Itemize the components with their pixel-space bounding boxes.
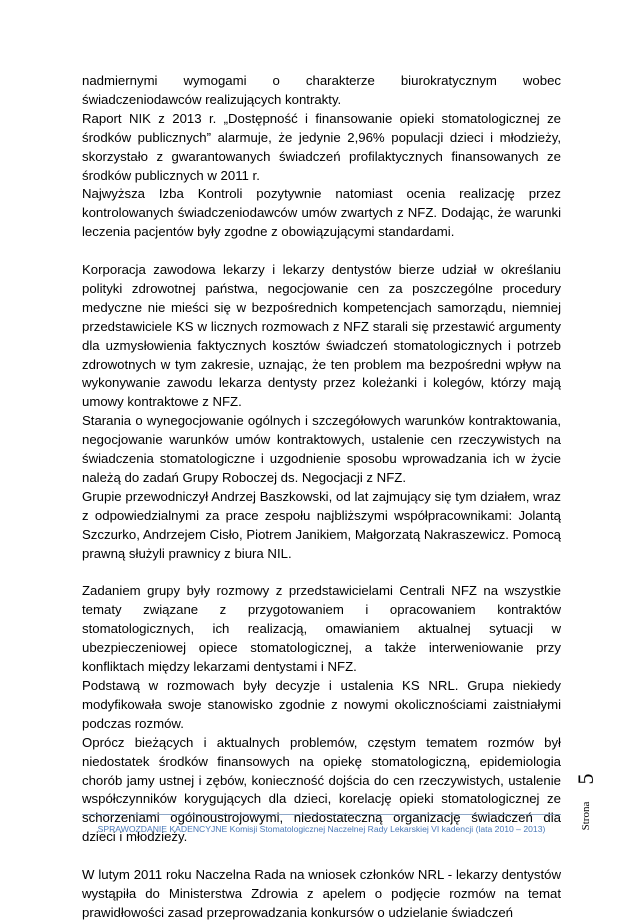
footer-divider [82,814,561,815]
page-number: 5 [573,773,598,785]
paragraph-nik-assessment: Najwyższa Izba Kontroli pozytywnie natomiast ocenia realizację przez kontrolowanych świadczeniodawców umów zwartych z NFZ. Dodając, że warunki leczenia pacjentów były zgodne z obowiązującymi standardami. [82,186,561,240]
page-number-marker [573,768,598,831]
paragraph-gap [82,242,561,261]
paragraph-gap [82,847,561,866]
paragraph-intro: nadmiernymi wymogami o charakterze biurokratycznym wobec świadczeniodawców realizujących kontrakty. [82,73,561,107]
paragraph-gap [82,564,561,583]
paragraph-negotiations: Starania o wynegocjowanie ogólnych i szczegółowych warunków kontraktowania, negocjowanie warunków umów kontraktowych, ustalenie cen rzeczywistych na świadczenia stomatologiczne i uzgodnienie sposobu wprowadzania ich w życie należą do zadań Grupy Roboczej ds. Negocjacji z NFZ. [82,413,561,486]
paragraph-corporation: Korporacja zawodowa lekarzy i lekarzy dentystów bierze udział w określaniu polityki zdrowotnej państwa, negocjowanie cen za poszczególne procedury medyczne nie mieści się w bezpośrednich kompetencjach samorządu, niemniej przedstawiciele KS w licznych rozmowach z NFZ starali się przestawić argumenty dla uzmysłowienia faktycznych kosztów świadczeń stomatologicznych i potrzeb zdrowotnych w tym zakresie, uznając, że ten problem ma bezpośredni wpływ na wykonywanie zawodu lekarza dentysty przez koleżanki i kolegów, którzy mają umowy kontraktowe z NFZ. [82,262,561,410]
paragraph-group-members: Grupie przewodniczył Andrzej Baszkowski, od lat zajmujący się tym działem, wraz z odpowiedzialnymi za prace zespołu najbliższymi współpracownikami: Jolantą Szczurko, Andrzejem Cisło, Piotrem Janikiem, Małgorzatą Nakraszewicz. Pomocą prawną służyli prawnicy z biura NIL. [82,488,561,561]
page-label: Strona [580,801,592,831]
paragraph-basis: Podstawą w rozmowach były decyzje i ustalenia KS NRL. Grupa niekiedy modyfikowała swoje stanowisko zgodnie z nowymi okolicznościami zaistniałymi podczas rozmów. [82,677,561,731]
paragraph-group-tasks: Zadaniem grupy były rozmowy z przedstawicielami Centrali NFZ na wszystkie tematy związane z przygotowaniem i opracowaniem kontraktów stomatologicznych, ich realizacją, omawianiem aktualnej sytuacji w ubezpieczeniowej opiece stomatologicznej, a także interweniowanie przy konfliktach między lekarzami dentystami i NFZ. [82,583,561,675]
paragraph-february-2011: W lutym 2011 roku Naczelna Rada na wniosek członków NRL - lekarzy dentystów wystąpiła do Ministerstwa Zdrowia z apelem o podjęcie rozmów na temat prawidłowości zasad przeprowadzania konkursów o udzielanie świadczeń [82,867,561,920]
paragraph-nik-report: Raport NIK z 2013 r. „Dostępność i finansowanie opieki stomatologicznej ze środków publicznych” alarmuje, że jedynie 2,96% populacji dzieci i młodzieży, skorzystało z gwarantowanych świadczeń profilaktycznych finansowanych ze środków publicznych w 2011 r. [82,110,561,183]
body-text [82,72,561,923]
paragraph-topics: Oprócz bieżących i aktualnych problemów, częstym tematem rozmów był niedostatek środków finansowych na opiekę stomatologiczną, epidemiologia chorób jamy ustnej i zębów, konieczność dojścia do cen rzeczywistych, ustalenie współczynników korygujących dla dzieci, korelację opieki stomatologicznej ze schorzeniami ogólnoustrojowymi, niedostateczną organizację świadczeń dla dzieci i młodzieży. [82,734,561,845]
page-footer: SPRAWOZDANIE KADENCYJNE Komisji Stomatologicznej Naczelnej Rady Lekarskiej VI kadencji (lata 2010 – 2013) [97,824,546,834]
